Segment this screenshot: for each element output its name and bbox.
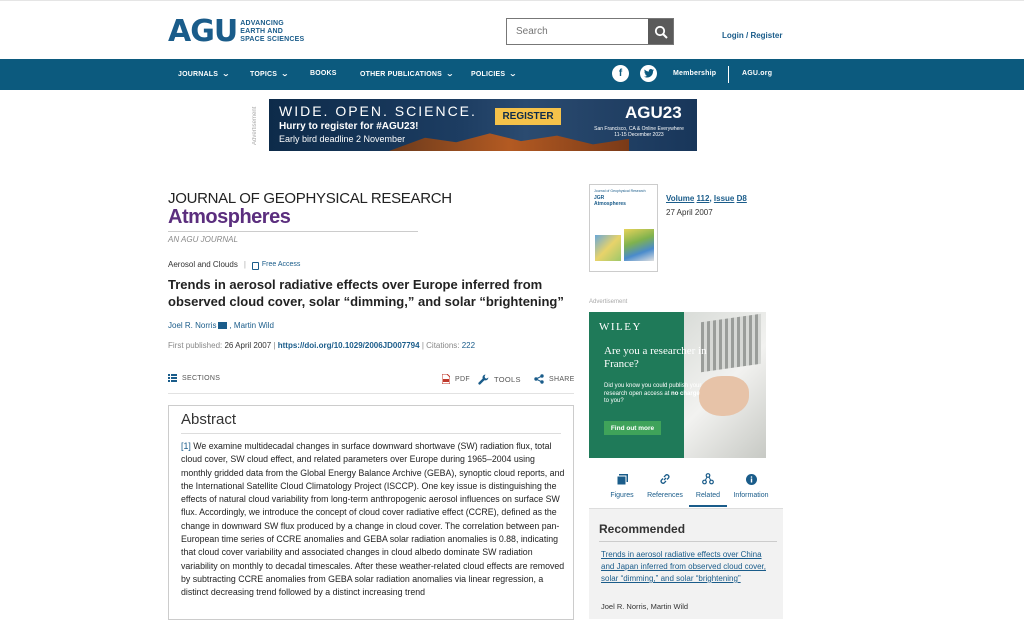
- nav-books[interactable]: [310, 70, 337, 77]
- banner-early-text: Early bird deadline 2 November: [279, 134, 406, 144]
- recommended-article-authors: Joel R. Norris, Martin Wild: [601, 602, 689, 611]
- wiley-description: [604, 383, 704, 406]
- article-section[interactable]: Aerosol and Clouds: [168, 260, 238, 269]
- free-access-label: Free Access: [261, 261, 301, 268]
- cover-map-graphic: [624, 229, 654, 261]
- journal-title[interactable]: JOURNAL OF GEOPHYSICAL RESEARCH: [168, 190, 452, 207]
- twitter-icon[interactable]: [640, 65, 657, 82]
- banner-headline: WIDE. OPEN. SCIENCE.: [279, 103, 477, 119]
- volume-label: Volume: [666, 194, 695, 203]
- search-button[interactable]: [648, 19, 673, 44]
- wiley-question: Are you a researcher in France?: [604, 345, 707, 370]
- citations-count-link[interactable]: 222: [461, 341, 476, 350]
- share-icon: [534, 374, 544, 384]
- pub-separator: |: [421, 341, 427, 350]
- issue-label: Issue: [713, 194, 735, 203]
- article-title: Trends in aerosol radiative effects over Europe inferred from observed cloud cover, solar “dimming,” and solar “brightening”: [168, 277, 564, 309]
- tab-information-label: Information: [733, 492, 769, 499]
- nav-other-publications-label: OTHER PUBLICATIONS: [360, 71, 443, 78]
- first-published-label: First published:: [168, 341, 223, 350]
- meta-separator: |: [243, 260, 246, 269]
- nav-membership[interactable]: Membership: [673, 70, 717, 77]
- banner-hurry-text: Hurry to register for #AGU23!: [279, 121, 419, 132]
- hand-graphic: [699, 376, 749, 416]
- nav-journals[interactable]: [178, 70, 229, 78]
- wrench-icon: [478, 374, 489, 385]
- pub-separator: |: [273, 341, 278, 350]
- banner-location: [587, 126, 691, 138]
- find-out-more-button[interactable]: Find out more: [604, 421, 661, 435]
- sections-label: SECTIONS: [182, 374, 221, 382]
- wiley-side-ad[interactable]: [589, 312, 766, 458]
- journal-cover-image[interactable]: [589, 184, 658, 272]
- tab-related-label: Related: [695, 492, 721, 499]
- tab-references-label: References: [647, 492, 683, 499]
- abstract-body: We examine multidecadal changes in surface downward shortwave (SW) radiation flux, total cloud cover, SW cloud effect, and related parameters over Europe during 1965–2004 using monthly gridded data from the Global Energy Balance Archive (GEBA), synoptic cloud reports, and the International Satellite Cloud Climatology Project (ISCCP). One key issue is distinguishing the effects of natural cloud variability from long-term anthropogenic aerosol influences on surface SW flux. Accordingly, we introduce the concept of cloud cover radiative effect (CCRE), defined as the change in downward SW flux produced by a change in cloud cover. The correlation between pan-European time series of CCRE anomalies and GEBA solar radiation anomalies is 0.88, indicating that cloud cover variability and associated changes in cloud albedo dominate SW radiation variability on monthly to decadal timescales. After these weather-related cloud effects are removed by subtracting CCRE anomalies from GEBA solar radiation anomalies via linear regression, a distinct decreasing trend followed by a distinct increasing trend: [181, 441, 565, 598]
- image-icon: [617, 474, 628, 485]
- cover-atmospheres: Atmospheres: [594, 201, 626, 207]
- agu-logo[interactable]: [168, 14, 305, 49]
- chevron-down-icon: ⌄: [221, 71, 231, 78]
- banner-register-button[interactable]: REGISTER: [495, 108, 561, 125]
- wiley-desc-bold: no charge: [671, 390, 700, 397]
- pdf-icon: [442, 374, 450, 384]
- toolbar-divider: [168, 393, 574, 394]
- nav-divider: [728, 66, 729, 83]
- info-icon: [746, 474, 757, 485]
- nav-policies-label: POLICIES: [471, 71, 506, 78]
- paragraph-number: [1]: [181, 441, 191, 451]
- journal-subtitle[interactable]: Atmospheres: [168, 206, 291, 228]
- search-input[interactable]: [507, 19, 648, 44]
- tools-button[interactable]: [478, 374, 521, 385]
- volume-issue-link[interactable]: [666, 194, 747, 203]
- tab-figures-label: Figures: [610, 492, 634, 499]
- share-button[interactable]: [534, 374, 575, 384]
- nav-topics[interactable]: [250, 70, 288, 78]
- nav-policies[interactable]: [471, 70, 516, 78]
- tab-figures[interactable]: [599, 472, 645, 499]
- agu-journal-label: AN AGU JOURNAL: [168, 235, 238, 244]
- chevron-down-icon: ⌄: [509, 71, 518, 78]
- author-link[interactable]: Joel R. Norris: [168, 321, 217, 330]
- list-icon: [168, 374, 177, 382]
- first-published-date: 26 April 2007: [224, 341, 272, 350]
- nav-topics-label: TOPICS: [250, 71, 278, 78]
- author-list: [168, 321, 274, 330]
- network-icon: [702, 473, 714, 485]
- abstract-section: [168, 405, 574, 620]
- chevron-down-icon: ⌄: [445, 71, 455, 78]
- main-nav: [0, 59, 1024, 90]
- banner-location-line-1: San Francisco, CA & Online Everywhere: [594, 126, 684, 132]
- tab-references[interactable]: [642, 472, 688, 499]
- nav-journals-label: JOURNALS: [178, 71, 219, 78]
- cover-map-graphic: [595, 235, 621, 261]
- recommended-article-link[interactable]: Trends in aerosol radiative effects over China and Japan inferred from observed cloud cover, solar “dimming,” and solar “brightening”: [601, 550, 766, 583]
- recommended-heading: Recommended: [599, 522, 686, 536]
- search-box: [506, 18, 674, 45]
- vol-separator: ,: [709, 194, 714, 203]
- sidebar-tabs: [599, 472, 783, 508]
- login-register-link[interactable]: Login / Register: [722, 31, 783, 40]
- nav-books-label: BOOKS: [310, 70, 337, 77]
- agu23-banner-ad[interactable]: [269, 99, 697, 151]
- cover-jgr: JGR: [594, 195, 605, 201]
- tools-label: TOOLS: [494, 375, 521, 384]
- agu-logo-mark: AGU: [168, 14, 238, 49]
- tab-information[interactable]: [728, 472, 774, 499]
- issue-date: 27 April 2007: [666, 208, 713, 217]
- share-label: SHARE: [549, 375, 575, 383]
- nav-other-publications[interactable]: [360, 70, 453, 78]
- banner-agu23-logo: AGU23: [625, 103, 682, 122]
- wiley-logo: WILEY: [599, 321, 642, 333]
- author-link[interactable]: Martin Wild: [233, 321, 274, 330]
- logo-line-1: ADVANCING: [240, 20, 284, 27]
- recommended-panel: [589, 509, 783, 619]
- citations-label: Citations:: [426, 341, 460, 350]
- article-meta-row: [168, 260, 300, 269]
- journal-divider: [168, 231, 418, 232]
- search-icon: [654, 25, 668, 39]
- site-header: [0, 4, 1024, 59]
- banner-location-line-2: 11-15 December 2023: [614, 132, 664, 138]
- nav-agu-org[interactable]: AGU.org: [742, 70, 773, 77]
- advertisement-label: Advertisement: [589, 299, 628, 305]
- abstract-heading: Abstract: [181, 411, 237, 428]
- cover-journal-name: Journal of Geophysical Research: [594, 189, 646, 193]
- doi-link[interactable]: https://doi.org/10.1029/2006JD007794: [277, 341, 420, 350]
- agu-logo-tagline: [240, 20, 304, 44]
- sections-button[interactable]: [168, 374, 220, 382]
- logo-line-3: SPACE SCIENCES: [240, 36, 305, 43]
- twitter-bird-icon: [644, 69, 654, 78]
- chevron-down-icon: ⌄: [280, 71, 290, 78]
- publication-info: [168, 341, 475, 350]
- abstract-divider: [181, 433, 561, 434]
- issue-number: D8: [736, 194, 747, 203]
- email-icon[interactable]: [218, 322, 227, 329]
- wiley-desc-part-1: Did you know you could publish your research open access at: [604, 383, 702, 397]
- abstract-paragraph: [181, 440, 567, 600]
- wiley-desc-part-2: to you?: [604, 398, 624, 404]
- lock-open-icon: [252, 262, 259, 270]
- logo-line-2: EARTH AND: [240, 28, 283, 35]
- facebook-icon[interactable]: f: [612, 65, 629, 82]
- pdf-label: PDF: [455, 375, 470, 383]
- author-separator: ,: [229, 321, 234, 330]
- pdf-button[interactable]: [442, 374, 470, 384]
- volume-number: 112: [696, 194, 710, 203]
- advertisement-label: Advertisement: [252, 106, 258, 145]
- link-icon: [659, 473, 671, 485]
- recommended-divider: [599, 541, 777, 542]
- tab-related[interactable]: [685, 472, 731, 499]
